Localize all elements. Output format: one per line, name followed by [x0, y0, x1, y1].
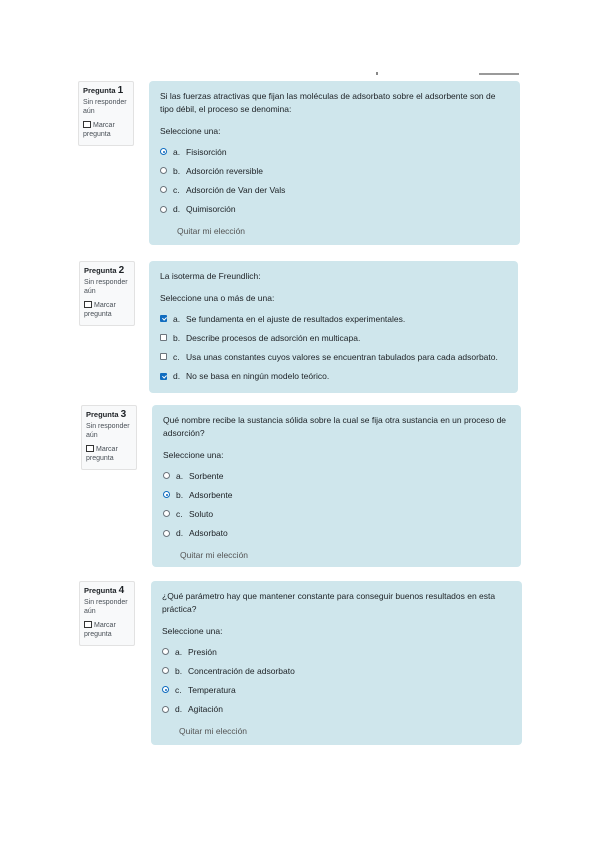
question-content — [151, 581, 522, 745]
radio-button[interactable] — [162, 667, 169, 674]
flag-icon — [84, 301, 92, 308]
flag-question-button[interactable]: Marcar pregunta — [86, 446, 118, 462]
answer-option-c[interactable]: c. Adsorción de Van der Vals — [160, 180, 509, 199]
question-number: Pregunta 4 — [84, 585, 125, 596]
answer-prompt: Seleccione una: — [160, 126, 221, 136]
clear-choice-link[interactable]: Quitar mi elección — [179, 725, 248, 736]
radio-button[interactable] — [160, 148, 167, 155]
answer-option-d[interactable]: d. Agitación — [162, 700, 511, 719]
radio-button[interactable] — [163, 530, 170, 537]
question-content — [152, 405, 521, 567]
clear-choice-link[interactable]: Quitar mi elección — [180, 549, 249, 560]
radio-button[interactable] — [162, 648, 169, 655]
page-mark — [376, 72, 378, 75]
answer-prompt: Seleccione una o más de una: — [160, 293, 275, 303]
question-info — [79, 581, 135, 646]
radio-button[interactable] — [163, 491, 170, 498]
radio-button[interactable] — [163, 510, 170, 517]
flag-question-button[interactable]: Marcar pregunta — [83, 122, 115, 138]
flag-question-button[interactable]: Marcar pregunta — [84, 302, 116, 318]
checkbox[interactable] — [160, 373, 167, 380]
question-state: Sin responder aún — [83, 99, 127, 115]
answer-prompt: Seleccione una: — [163, 450, 224, 460]
flag-icon — [86, 445, 94, 452]
question-state: Sin responder aún — [84, 599, 128, 615]
clear-choice-link[interactable]: Quitar mi elección — [177, 225, 246, 236]
answer-option-d[interactable]: d. Quimisorción — [160, 200, 509, 219]
answer-option-a[interactable]: a. Sorbente — [163, 466, 510, 485]
checkbox[interactable] — [160, 315, 167, 322]
radio-button[interactable] — [162, 686, 169, 693]
checkbox[interactable] — [160, 334, 167, 341]
question-number: Pregunta 2 — [84, 265, 125, 276]
question-content — [149, 81, 520, 245]
answer-option-b[interactable]: b. Concentración de adsorbato — [162, 661, 511, 680]
flag-icon — [83, 121, 91, 128]
answer-option-b[interactable]: b. Describe procesos de adsorción en multicapa. — [160, 328, 507, 347]
question-state: Sin responder aún — [84, 279, 128, 295]
answer-option-a[interactable]: a. Presión — [162, 642, 511, 661]
answer-option-a[interactable]: a. Se fundamenta en el ajuste de resultados experimentales. — [160, 309, 507, 328]
question-state: Sin responder aún — [86, 423, 130, 439]
answer-option-b[interactable]: b. Adsorción reversible — [160, 161, 509, 180]
answer-option-d[interactable]: d. No se basa en ningún modelo teórico. — [160, 367, 507, 386]
question-content — [149, 261, 518, 393]
answer-option-a[interactable]: a. Fisisorción — [160, 142, 509, 161]
question-info — [79, 261, 135, 326]
flag-icon — [84, 621, 92, 628]
question-number: Pregunta 1 — [83, 85, 124, 96]
question-text: ¿Qué parámetro hay que mantener constante para conseguir buenos resultados en esta práctica? — [162, 591, 496, 614]
answer-option-c[interactable]: c. Soluto — [163, 504, 510, 523]
answer-option-d[interactable]: d. Adsorbato — [163, 524, 510, 543]
radio-button[interactable] — [160, 186, 167, 193]
answer-prompt: Seleccione una: — [162, 626, 223, 636]
flag-question-button[interactable]: Marcar pregunta — [84, 622, 116, 638]
checkbox[interactable] — [160, 353, 167, 360]
question-text: Qué nombre recibe la sustancia sólida sobre la cual se fija otra sustancia en un proceso de adsorción? — [163, 415, 507, 438]
radio-button[interactable] — [163, 472, 170, 479]
radio-button[interactable] — [160, 167, 167, 174]
question-info — [81, 405, 137, 470]
question-number: Pregunta 3 — [86, 409, 127, 420]
question-text: Si las fuerzas atractivas que fijan las moléculas de adsorbato sobre el adsorbente son de tipo débil, el proceso se denomina: — [160, 91, 496, 114]
answer-option-c[interactable]: c. Usa unas constantes cuyos valores se encuentran tabulados para cada adsorbato. — [160, 347, 507, 366]
question-info — [78, 81, 134, 146]
answer-option-b[interactable]: b. Adsorbente — [163, 485, 510, 504]
question-text: La isoterma de Freundlich: — [160, 271, 261, 281]
radio-button[interactable] — [160, 206, 167, 213]
radio-button[interactable] — [162, 706, 169, 713]
answer-option-c[interactable]: c. Temperatura — [162, 680, 511, 699]
page-divider — [479, 73, 519, 75]
